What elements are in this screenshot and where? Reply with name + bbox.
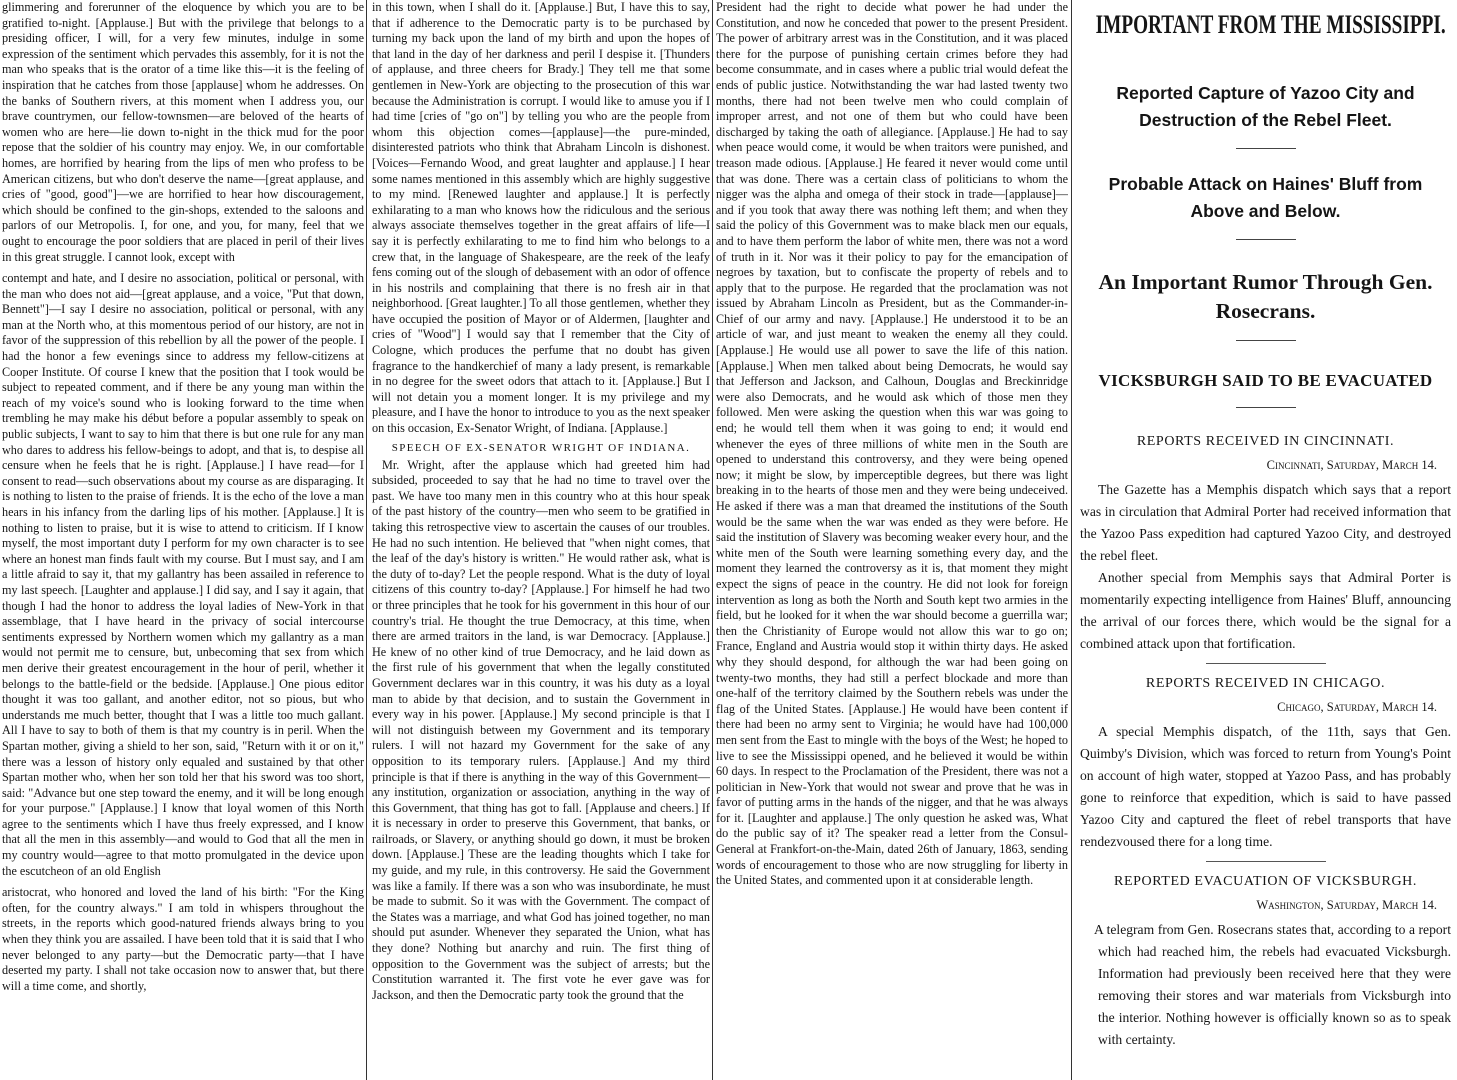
- column-rule-2: [712, 0, 713, 1080]
- deck-divider-1: [1236, 148, 1296, 149]
- deck-divider-2: [1236, 239, 1296, 240]
- headline-deck-1: Reported Capture of Yazoo City and Destruction of the Rebel Fleet.: [1116, 83, 1415, 130]
- column-2-paragraph-1: in this town, when I shall do it. [Applause.] But, I have this to say, that if adherence to the Democratic party is to be purchased by turning my back upon the land of my birth and upon the hopes of that land in the day of her darkness and peril I despise it. [Thunders of applause, and three cheers for Brady.] They tell me that some gentlemen in New-York are objecting to the prosecution of this war because the Administration is corrupt. I would like to amuse you if I had time [cries of "go on"] by telling you who are the people from whom this objection comes—[applause]—the pure-minded, disinterested patriots who think that Abraham Lincoln is dishonest. [Voices—Fernando Wood, and great laughter and applause.] I hear some names mentioned in this assembly which are highly suggestive to my mind. [Renewed laughter and applause.] It is perfectly exhilarating to a man who knows how the ridiculous and the serious always associate themselves together in the great affairs of life—I say it is perfectly exhilarating to me to find him who belongs to a crew that, in the language of Shakespeare, are the reek of the leafy fens coming out of the slough of debasement with an odor of offence in his nostrils and complaining that there is no fresh air in that neighborhood. [Great laughter.] To all those gentlemen, whether they have occupied the position of Mayor or of Aldermen, [laughter and cries of "Wood"] I would say that I remember that the City of Cologne, which produces the perfume that no doubt has given fragrance to the handkerchief of many a lady present, is remarkable in no degree for the sweet odors that attach to it. [Applause.] But I will not detain you a moment longer. It is my privilege and my pleasure, and I have the honor to introduce to you as the next speaker on this occasion, Ex-Senator Wright, of Indiana. [Applause.]: [372, 0, 710, 436]
- headline-deck-3: An Important Rumor Through Gen. Rosecrans.: [1098, 270, 1433, 323]
- section-heading-vicksburgh: REPORTED EVACUATION OF VICKSBURGH.: [1114, 874, 1417, 889]
- cincinnati-paragraph-1: The Gazette has a Memphis dispatch which says that a report was in circulation that Admiral Porter had received information that the Yazoo Pass expedition had captured Yazoo City, and destroyed the rebel fleet.: [1080, 482, 1451, 563]
- headline-deck-2: Probable Attack on Haines' Bluff from Above and Below.: [1108, 174, 1423, 221]
- headline-deck-4: VICKSBURGH SAID TO BE EVACUATED: [1098, 371, 1433, 390]
- section-heading-chicago: REPORTS RECEIVED IN CHICAGO.: [1145, 676, 1386, 691]
- deck-divider-4: [1236, 407, 1296, 408]
- section-heading-cincinnati: REPORTS RECEIVED IN CINCINNATI.: [1136, 434, 1395, 449]
- column-rule-1: [366, 0, 367, 1080]
- dateline-washington: Washington, Saturday, March 14.: [1256, 898, 1437, 912]
- column-3-paragraph-1: President had the right to decide what power he had under the Constitution, and now he conceded that power to the present President. The power of arbitrary arrest was in the Constitution, and it was placed there for the purpose of punishing certain crimes before they had become consummate, and in cases where a public trial would defeat the ends of public justice. Notwithstanding the war had lasted twenty two months, there had not been twelve men who could complain of improper arrest, and not one of them but who could have been discharged by taking the oath of allegiance. [Applause.] He had to say when peace would come, it would be when traitors were punished, and treason made odious. [Applause.] He feared it never would come until that was done. There was a certain class of politicians to whom the nigger was the alpha and omega of their stock in trade—[applause]—and if you took that away there was nothing left them; and when they said the policy of this Government was to make black men our equals, and to have them perform the labor of white men, there was not a word of truth in it. Nor was it their policy to pay for the emancipation of negroes by taxation, but to confiscate the property of rebels and to apply that to the purpose. He regarded that the proclamation was not issued by Abraham Lincoln as President, but as the Commander-in-Chief of our army and navy. [Applause.] He understood it to be an article of war, and just meant to weaken the enemy all they could. [Applause.] He would use all power to save the life of this nation. [Applause.] When men talked about being Democrats, he would say that Jefferson and Jackson, and Calhoun, Douglas and Breckinridge were also Democrats, and he would ask which of those men they followed. Men were asking the question when this war was going to end; he would tell them when it was going to end; it would end whenever the eyes of three millions of white men in the South are opened to understand this controversy, and they were being opened now; it might be slow, by imperceptible degrees, but there was light breaking in to the hearts of those men and they were being undeceived. He asked if there was a man that dreamed the institutions of the South would be the same when the war was ended as they were before. He said the institution of Slavery was becoming weaker every hour, and the white men of the South were learning something every day, and the moment they learned the controversy as it is, that moment they might expect the signs of peace in the country. He did not look for foreign intervention as long as both the North and South kept two armies in the field, but he looked for it when the war should become a guerrilla war; then the Christianity of Europe would not allow this war to go on; France, England and Austria would stop it within thirty days. He asked why they should despond, for although the war had been going on twenty-two months, they had still a perfect blockade and more than one-half of the territory claimed by the Southern rebels was under the flag of the United States. [Applause.] He would have been content if there had been no army sent to Virginia; he would have had 100,000 men sent from the East to mingle with the boys of the West; he hoped to live to see the Mississippi opened, and he believed it would be within 60 days. In respect to the Proclamation of the President, there was not a politician in New-York that would not swear and prove that he was in favor of putting arms in the hands of the nigger, and that he was always for it. [Laughter and applause.] The only question he asked was, What do the public say of it? The speaker read a letter from the Consul-General at Frankfort-on-the-Main, dated 26th of January, 1863, sending words of encouragement to those who are now struggling for liberty in the United States, and commented upon it at considerable length.: [716, 0, 1068, 888]
- column-1-paragraph-1: glimmering and forerunner of the eloquence by which you are to be gratified to-night. [Applause.] But with the privilege that belongs to a presiding officer, I will, for a very few minutes, indulge in some expression of the sentiment which pervades this assembly, for it is not the man who speaks that is the orator of a time like this—it is the feeling of inspiration that he catches from those [applause] whom he addresses. On the banks of Southern rivers, at this moment when I address you, our brave countrymen, our fellow-townsmen—are beloved of the hearts of women who are here—lie down to-night in the thick mud for the poor repose that the soldier of his country may enjoy. We, in our comfortable homes, are horrified by hearing from the lips of men who profess to be American citizens, but who don't deserve the name—[great applause, and cries of "good, good"]—we are horrified to hear how discouragement, which should be confined to the gin-shops, extended to the saloons and parlors of our Metropolis. I, for one, and you, for many, feel that we ought to encourage the poor soldiers that are placed in peril of their lives in this great struggle. I cannot look, except with: [2, 0, 364, 264]
- column-1-paragraph-2: contempt and hate, and I desire no association, political or personal, with the man who does not aid—[great applause, and a voice, "Put that down, Bennett"]—I say I desire no association, political or personal, with any man at the North who, at this momentous period of our history, are not in favor of the suppression of this rebellion by all the power of the people. I had the honor a few evenings since to address my fellow-citizens at Cooper Institute. Of course I knew that the position that I took would be subject to repeated comment, and if there be any young man within the reach of my voice's sound who is looking forward to the time when trembling he may make his début before a popular assembly to speak on public subjects, I want to say to him that there is but one rule for any man who dares to address his fellow-beings to adopt, and that is, to despise all censure when he feels that he is right. [Applause.] I have read—for I consent to read—such observations about my course as are disparaging. It is nothing to listen to the praise of friends. It is the echo of the love a man hears in his infancy from the darling lips of his mother. [Applause.] It is nothing to listen to praise, but it is wise to attend to criticism. If I know myself, the most important duty I perform for my own character is to see where an honest man finds fault with my course. But I must say, and I am a little afraid to say it, that my gallantry has been assailed in reference to my last speech. [Laughter and applause.] I did say, and I say it again, that though I had the honor to address the loyal ladies of New-York in that assemblage, that I have heard in the privacy of social intercourse sentiments expressed by Northern women which my gallantry as a man would not permit me to censure, but, unbecoming that sex from which men derive their greatest encouragement in the hour of peril, whether it belongs to the battle-field or the bedside. [Applause.] One pious editor thought it was too gallant, and another editor, not so pious, but who understands me much better, thought that I was a little too much gallant. All I have to say to both of them is that my country is in peril. When the Spartan mother, giving a shield to her son, said, "Return with it or on it," there was a lesson of history only equaled and sustained by that other Spartan mother who, when her son told her that his sword was too short, said: "Advance but one step toward the enemy, and it will be long enough for your purpose." [Applause.] I know that loyal women of this North agree to the sentiments which I have thus freely expressed, and I know that all the men in this assembly—and would to God that all the men in my country would—agree to that motto promulgated in the device upon the escutcheon of an old English: [2, 271, 364, 878]
- chicago-paragraph-1: A special Memphis dispatch, of the 11th, says that Gen. Quimby's Division, which was forced to return from Young's Point on account of high water, stopped at Yazoo Pass, and has probably gone to reinforce that expedition, which is said to have passed Yazoo City and captured the fleet of rebel transports that have rendezvoused there for a long time.: [1080, 724, 1451, 849]
- main-headline: IMPORTANT FROM THE MISSISSIPPI.: [1095, 10, 1446, 39]
- deck-divider-3: [1236, 340, 1296, 341]
- column-1-paragraph-3: aristocrat, who honored and loved the land of his birth: "For the King often, for the country always." I am told in whispers throughout the streets, in the reports which good-natured friends always bring to you when they think you are assailed. I have been told that it is said that I who never belonged to any party—but the Democratic party—that I have deserted my party. I shall not take occasion now to answer that, but there will a time come, and shortly,: [2, 885, 364, 993]
- cincinnati-paragraph-2: Another special from Memphis says that Admiral Porter is momentarily expecting intelligence from Haines' Bluff, announcing the arrival of our forces there, which would be the signal for a combined attack upon that fortification.: [1080, 570, 1451, 651]
- column-4-news: [1076, 0, 1455, 1080]
- dateline-cincinnati: Cincinnati, Saturday, March 14.: [1266, 458, 1437, 472]
- section-divider-1: [1206, 663, 1326, 664]
- column-rule-3: [1071, 0, 1072, 1080]
- vicksburgh-paragraph-1: A telegram from Gen. Rosecrans states that, according to a report which had reached him, the rebels had evacuated Vicksburgh. Information had previously been received here that they were removing their stores and war materials from Vicksburgh into the interior. Nothing however is officially known so as to speak with certainty.: [1094, 922, 1451, 1047]
- column-3: [716, 0, 1068, 1080]
- column-2: [372, 0, 710, 1080]
- section-divider-2: [1206, 861, 1326, 862]
- column-1: [2, 0, 364, 1080]
- column-2-paragraph-2: Mr. Wright, after the applause which had greeted him had subsided, proceeded to say that he had no time to travel over the past. We have too many men in this country who at this hour speak of the past history of the country—men who seem to be gratified in taking this retrospective view to ascertain the causes of our troubles. He had no such intention. He believed that "when night comes, that the leaf of the day's history is written." He would rather ask, what is the duty of to-day? Let the people respond. What is the duty of loyal citizens of this country to-day? [Applause.] For himself he had two or three principles that he took for his government in this hour of our country's trial. He thought the true Democracy, at this time, when there are armed traitors in the land, is war Democracy. [Applause.] He knew of no other kind of true Democracy, and he laid down as the first rule of his government that when the legally constituted Government declares war in this country, it was his duty as a loyal man to abide by that decision, and to sustain the Government in every way in his power. [Applause.] My second principle is that I will not distinguish between my Government and its temporary rulers. I will not hazard my Government for the sake of any opposition to its temporary rulers. [Applause.] And my third principle is that if there is anything in the way of this Government—any institution, organization or association, anything in the way of this Government, that thing has got to fall. [Applause and cheers.] If it is necessary in order to preserve this Government, that banks, or railroads, or Slavery, or anything should go down, it must be broken down. [Applause.] These are the leading thoughts which I take for my guide, and my rule, in this controversy. He said the Government was like a family. If there was a son who was insubordinate, he must be made to submit. So it was with the Government. The compact of the States was a marriage, and what God has joined together, no man should put asunder. Whenever they separated the Union, what has they done? Nothing but anarchy and ruin. The first thing of opposition to the Government was the subject of arrests; but the Constitution warranted it. The first vote he ever gave was for Jackson, and then the Democratic party took the ground that the: [372, 457, 710, 1002]
- speech-subheading: SPEECH OF EX-SENATOR WRIGHT OF INDIANA.: [391, 441, 691, 454]
- dateline-chicago: Chicago, Saturday, March 14.: [1277, 700, 1437, 714]
